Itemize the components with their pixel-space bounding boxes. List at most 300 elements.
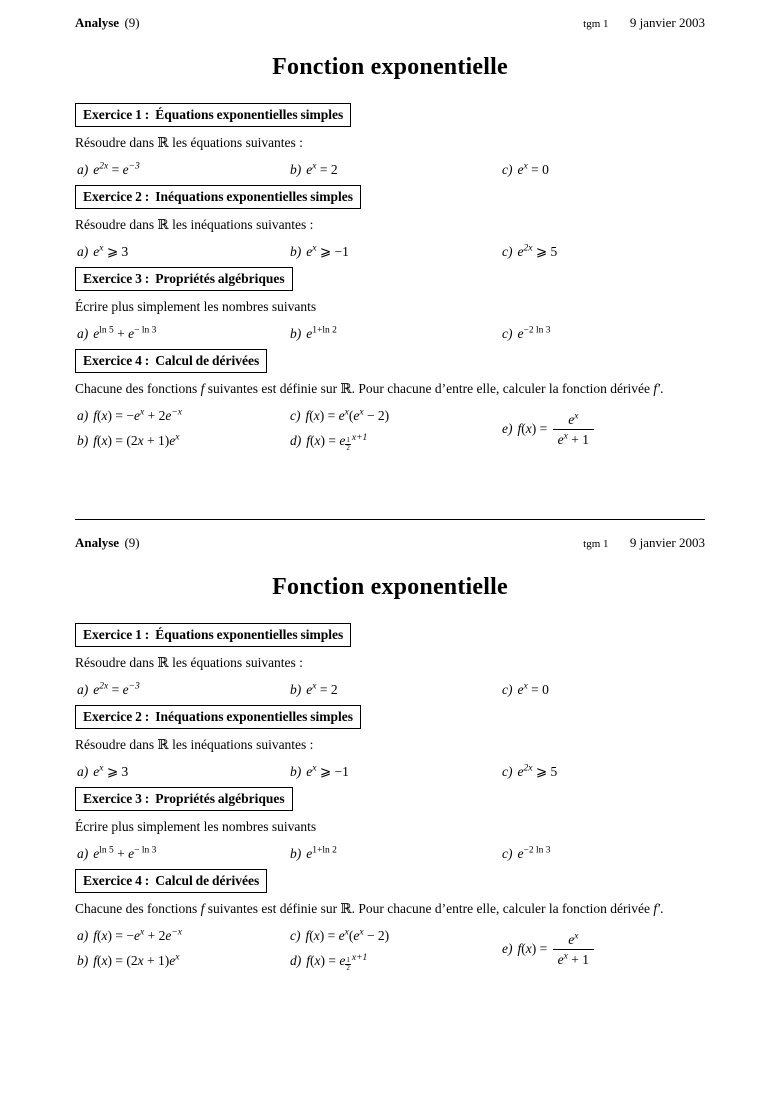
item-expression [518,846,551,861]
math-text: + 1) [143,433,170,448]
math-text: x [101,433,108,448]
math-text: e [128,846,135,861]
exponent: x [312,243,317,254]
exercise-2-instructions [75,737,705,753]
exercise-number: Exercice 2 : [83,189,150,204]
exponent: x [175,432,180,443]
math-text: e [353,928,360,943]
math-text: ( [309,408,314,423]
worksheet-page [75,0,705,519]
exercise-1 [75,103,705,179]
exercise-item [502,932,705,967]
item-expression [306,326,337,341]
item-label: e) [502,421,513,437]
fraction [553,932,594,967]
math-text: e [165,928,172,943]
exponent: x [140,927,145,938]
exercise-item [77,243,290,261]
mini-fraction-numerator: 1 [346,435,350,444]
exercise-3-instructions [75,299,705,315]
item-label: b) [290,682,302,697]
math-text: = [108,682,123,697]
item-label: a) [77,764,89,779]
exercise-4-heading-box [75,869,267,893]
exercise-title: Équations exponentielles simples [155,627,344,642]
exercise-title: Inéquations exponentielles simples [155,709,353,724]
math-text: e [134,408,140,423]
math-text: = [108,162,123,177]
exponent: ln 5 [99,845,114,856]
math-text: e [353,408,360,423]
exercise-3-instructions [75,819,705,835]
exercise-item [290,845,502,863]
exercise-item [502,681,705,699]
math-text: ( [521,941,526,957]
math-text: + 2 [144,408,166,423]
exponent: x [99,763,104,774]
item-expression [306,952,368,973]
item-label: e) [502,941,513,957]
exercise-4-items [75,927,705,973]
math-text: e [306,682,313,697]
exercise-3 [75,787,705,863]
math-text: . [660,381,664,396]
item-label: b) [77,953,89,968]
math-text: = 0 [527,682,549,697]
math-text: f [93,953,98,968]
exponent: 2x [99,681,109,692]
math-text: x [101,953,108,968]
math-text: e [93,326,100,341]
math-text: ) = (2 [107,953,138,968]
exercise-title: Propriétés algébriques [155,271,285,286]
exponent: x [359,927,364,938]
exercise-item [502,763,705,781]
exercise-item [502,243,705,261]
page-header [75,15,705,32]
item-label: c) [502,764,513,779]
exercise-4 [75,869,705,973]
item-label: a) [77,846,89,861]
header-left [75,535,140,551]
math-text: suivantes est définie sur ℝ. Pour chacune d’entre elle, calculer la fonction dérivée [204,901,654,916]
exercise-item [77,763,290,781]
math-text: Chacune des fonctions [75,381,201,396]
exercise-item [290,432,502,453]
course-name: Analyse [75,15,120,30]
exercise-item [502,412,705,447]
math-text: e [134,928,140,943]
item-label: a) [77,244,89,259]
exercise-2 [75,705,705,781]
math-text: + [113,846,129,861]
math-text: ( [97,928,102,943]
math-text: ⩾ 3 [103,764,129,779]
math-text: e [557,952,564,968]
exponent: −3 [128,681,140,692]
exercise-item [290,952,502,973]
math-text: e [517,764,524,779]
exercise-item [290,243,502,261]
exercise-item [290,161,502,179]
exponent: ln 5 [99,325,114,336]
exercise-number: Exercice 2 : [83,709,150,724]
course-number: (9) [124,535,140,550]
exercise-item [77,432,290,453]
item-expression [93,764,128,779]
item-expression [93,244,128,259]
exercise-number: Exercice 4 : [83,353,150,368]
exercise-4 [75,349,705,453]
math-text: ) = [319,928,339,943]
exercise-3-heading-box [75,267,293,291]
exercise-3 [75,267,705,343]
exercise-number: Exercice 1 : [83,107,150,122]
exercise-number: Exercice 1 : [83,627,150,642]
item-label: c) [502,244,513,259]
exercise-2-instructions [75,217,705,233]
math-text: x [313,408,320,423]
exponent: x [523,681,528,692]
exponent: −3 [128,161,140,172]
exponent: − ln 3 [134,845,157,856]
math-text: e [128,326,135,341]
math-text: ⩾ 3 [103,244,129,259]
math-text: e [306,244,313,259]
math-text: e [517,244,524,259]
math-text: ) = [531,421,551,437]
math-text: ( [310,433,315,448]
math-text: x [313,928,320,943]
exercise-1-instructions [75,135,705,151]
fraction-numerator [553,932,594,949]
math-text: . [660,901,664,916]
page-header [75,535,705,552]
header-right [583,15,705,32]
exponent: x [563,431,568,442]
fraction [553,412,594,447]
math-text: ( [348,408,354,423]
exponent-tail: x+1 [351,952,368,963]
math-text: ⩾ 5 [532,244,558,259]
math-text: e [93,162,100,177]
course-number: (9) [124,15,140,30]
exponent: −2 ln 3 [523,325,551,336]
item-label: b) [290,326,302,341]
math-text: x [525,941,532,957]
item-expression [306,764,349,779]
math-text: Résoudre dans ℝ les équations suivantes : [75,655,303,670]
math-text: x [101,408,108,423]
item-label: a) [77,162,89,177]
item-label: b) [290,162,302,177]
header-date: 9 janvier 2003 [629,535,705,550]
math-text: f [305,408,310,423]
exponent: −x [171,927,182,938]
math-text: Chacune des fonctions [75,901,201,916]
exercise-number: Exercice 4 : [83,873,150,888]
math-text: = 2 [316,162,338,177]
exercise-1-instructions [75,655,705,671]
exponent: x [140,407,145,418]
document-title: Fonction exponentielle [272,54,508,80]
exercise-item [77,845,290,863]
math-text: ( [309,928,314,943]
exponent: x [523,161,528,172]
math-text: f [93,928,98,943]
exercise-1-heading-box [75,103,351,127]
math-text: e [93,244,100,259]
math-text: e [306,764,313,779]
exponent: −2 ln 3 [523,845,551,856]
item-label: a) [77,682,89,697]
math-text: x [137,433,144,448]
item-expression [518,326,551,341]
math-text: e [93,682,100,697]
math-text: x [137,953,144,968]
mini-fraction [345,957,351,973]
exponent: x [574,411,579,422]
math-text: − 2) [363,408,390,423]
math-text: f [517,421,522,437]
class-group: tgm 1 [583,18,609,30]
math-text: ) = − [107,928,134,943]
worksheet-page [75,520,705,1039]
exercise-2-heading-box [75,185,361,209]
header-date: 9 janvier 2003 [629,15,705,30]
math-text: e [339,953,346,968]
mini-fraction-denominator: 2 [346,444,350,453]
item-expression [93,326,156,341]
exercise-item [77,407,290,425]
exponent: x [359,407,364,418]
math-text: e [93,846,100,861]
item-label: c) [290,408,301,423]
math-text: f [93,433,98,448]
exercise-number: Exercice 3 : [83,271,150,286]
math-text: ( [521,421,526,437]
item-expression [306,846,337,861]
item-expression [93,682,140,697]
math-text: + 1 [567,952,589,968]
item-expression [93,162,140,177]
math-text: x [101,928,108,943]
exercise-3-items [75,325,705,343]
exercise-title: Inéquations exponentielles simples [155,189,353,204]
item-expression [306,928,390,943]
exponent: − ln 3 [134,325,157,336]
exercise-item [290,325,502,343]
item-expression [517,931,596,968]
item-label: c) [502,326,513,341]
math-text: Résoudre dans ℝ les équations suivantes : [75,135,303,150]
item-label: c) [502,682,513,697]
mini-fraction-numerator: 1 [346,955,350,964]
math-text: e [306,326,313,341]
exercise-title: Calcul de dérivées [155,873,260,888]
exponent: x [175,952,180,963]
math-text: + 1) [143,953,170,968]
math-text: f [306,433,311,448]
exercise-item [77,161,290,179]
math-text: Écrire plus simplement les nombres suivants [75,819,317,834]
math-text: ( [97,953,102,968]
item-label: c) [502,162,513,177]
math-text: ) = [320,953,340,968]
exponent: x [312,681,317,692]
math-text: + 1 [567,432,589,448]
item-label: b) [290,244,302,259]
math-text: e [339,433,346,448]
exponent: 1+ln 2 [312,325,337,336]
item-label: a) [77,928,89,943]
item-expression [306,682,337,697]
math-text: f [93,408,98,423]
exercise-item [502,325,705,343]
exercise-item [290,407,502,425]
item-expression [306,162,337,177]
math-text: ) = [531,941,551,957]
math-text: + [113,326,129,341]
item-label: d) [290,433,302,448]
exponent: 2x [523,763,533,774]
math-text: x [314,953,321,968]
exponent: x [99,243,104,254]
exercise-4-instructions [75,381,705,397]
math-text: e [93,764,100,779]
exponent [345,952,368,973]
item-expression [518,682,549,697]
exercise-item [290,763,502,781]
math-text: + 2 [144,928,166,943]
item-label: b) [290,764,302,779]
header-left [75,15,140,31]
exercise-4-items [75,407,705,453]
exponent: x [312,763,317,774]
exponent: 1+ln 2 [312,845,337,856]
math-text: e [557,432,564,448]
exercise-title: Propriétés algébriques [155,791,285,806]
math-text: e [165,408,172,423]
math-text: x [525,421,532,437]
class-group: tgm 1 [583,538,609,550]
item-expression [306,432,368,453]
math-text: e [338,408,345,423]
math-text: e [568,932,575,948]
math-text: e [517,682,524,697]
math-text: e [517,846,524,861]
exercise-item [290,681,502,699]
math-text: ) = [320,433,340,448]
math-text: = 0 [527,162,549,177]
exercise-4-instructions [75,901,705,917]
exponent: x [574,931,579,942]
item-label: d) [290,953,302,968]
item-expression [518,162,549,177]
exercise-2-items [75,763,705,781]
math-text: f [306,953,311,968]
exercise-item [77,952,290,973]
math-text: suivantes est définie sur ℝ. Pour chacune d’entre elle, calculer la fonction dérivée [204,381,654,396]
item-expression [93,928,182,943]
math-text: ( [310,953,315,968]
exercise-2 [75,185,705,261]
math-text: ( [97,433,102,448]
exercise-title: Calcul de dérivées [155,353,260,368]
math-text: e [517,162,524,177]
fraction-numerator [553,412,594,429]
math-text: ( [348,928,354,943]
math-text: ⩾ 5 [532,764,558,779]
math-text: e [306,162,313,177]
item-label: a) [77,408,89,423]
math-text: e [122,162,129,177]
exponent: −x [171,407,182,418]
item-expression [306,408,390,423]
exponent: x [344,407,349,418]
math-text: f [517,941,522,957]
exponent: x [563,951,568,962]
item-expression [517,411,596,448]
math-text: e [306,846,313,861]
exercise-number: Exercice 3 : [83,791,150,806]
exercise-4-heading-box [75,349,267,373]
exercise-1-items [75,161,705,179]
math-text: Écrire plus simplement les nombres suivants [75,299,317,314]
exercise-3-items [75,845,705,863]
math-text: ) = (2 [107,433,138,448]
exponent [345,432,368,453]
math-text: e [338,928,345,943]
item-expression [518,244,558,259]
item-label: b) [290,846,302,861]
exercise-item [502,845,705,863]
exercise-2-items [75,243,705,261]
math-text: f [200,381,205,396]
exercise-3-heading-box [75,787,293,811]
course-name: Analyse [75,535,120,550]
math-text: f [305,928,310,943]
math-text: ( [97,408,102,423]
item-expression [93,408,182,423]
exercise-item [290,927,502,945]
math-text: e [122,682,129,697]
item-label: b) [77,433,89,448]
item-label: c) [290,928,301,943]
exercise-1-heading-box [75,623,351,647]
header-right [583,535,705,552]
exponent: 2x [99,161,109,172]
math-text: = 2 [316,682,338,697]
math-text: ) = − [107,408,134,423]
exponent: x [312,161,317,172]
math-text: e [568,412,575,428]
math-text: e [517,326,524,341]
exercise-1-items [75,681,705,699]
exponent: x [344,927,349,938]
math-text: ) = [319,408,339,423]
math-text: f′ [653,381,661,396]
item-expression [306,244,349,259]
math-text: f′ [653,901,661,916]
exercise-item [77,325,290,343]
math-text: Résoudre dans ℝ les inéquations suivantes : [75,737,314,752]
mini-fraction-denominator: 2 [346,964,350,973]
exponent-tail: x+1 [351,432,368,443]
exercise-2-heading-box [75,705,361,729]
document-title: Fonction exponentielle [272,574,508,600]
item-expression [93,433,179,448]
